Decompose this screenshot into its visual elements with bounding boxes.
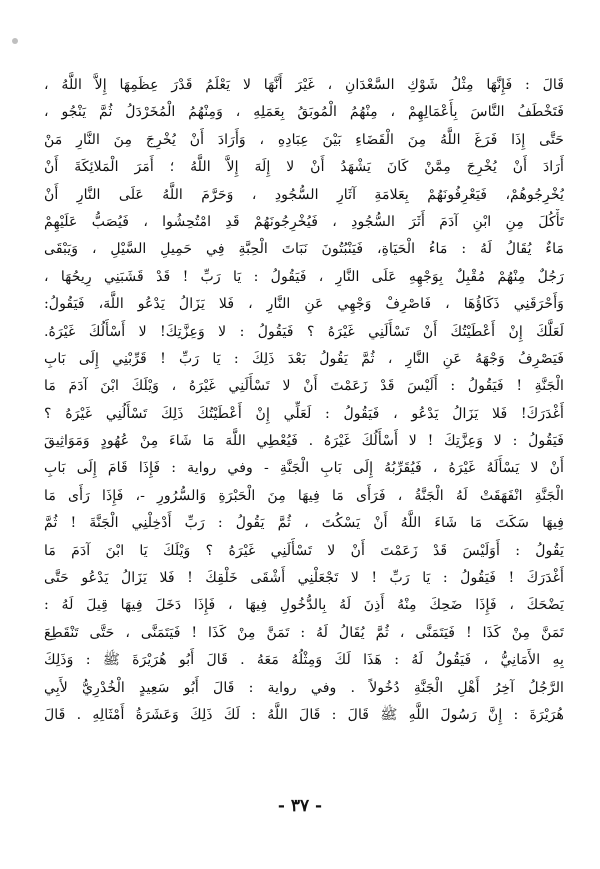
text-line: تَمَنَّ مِنْ كَذَا ! فَيَتَمَنَّى ، ثُمَّ يُقَالُ لَهُ : تَمَنَّ مِنْ كَذَا ! فَيَتَمَنَّى ، حَتَّى تَنْقَطِعَ: [44, 624, 564, 641]
text-line: أَغْدَرَكَ ! فَيَقُولُ : يَا رَبِّ ! لا تَجْعَلْنِي أَشْقَى خَلْقِكَ ! فَلا يَزَالُ يَدْعُو حَتَّى: [44, 570, 564, 587]
text-line: وَأَحْرَقَنِي ذَكَاؤُهَا ، فَاصْرِفْ وَجْهِي عَنِ النَّارِ ، فَلا يَزَالُ يَدْعُو اللَّهَ، فَيَقُولُ:: [44, 296, 564, 313]
text-line: يَقُولُ : أَوَلَيْسَ قَدْ زَعَمْتَ أَنْ لا تَسْأَلَنِي غَيْرَهُ ؟ وَيْلَكَ يَا ابْنَ آدَمَ مَا: [44, 542, 564, 559]
text-line: تَأْكُلَ مِنِ ابْنِ آدَمَ أَثَرَ السُّجُودِ ، فَيُخْرِجُونَهُمْ قَدِ امْتُحِشُوا ، فَيُصَبُّ عَلَيْهِمْ: [44, 213, 564, 230]
text-line: الْجَنَّةِ ! فَيَقُولُ : أَلَيْسَ قَدْ زَعَمْتَ أَنْ لا تَسْأَلَنِي غَيْرَهُ ، وَيْلَكَ ابْنَ آدَمَ مَا: [44, 378, 564, 395]
text-line: قَالَ : فَإِنَّهَا مِثْلُ شَوْكِ السَّعْدَانِ ، غَيْرَ أَنَّهَا لا يَعْلَمُ قَدْرَ عِظَمِهَا إِلاَّ اللَّهُ ،: [44, 77, 564, 93]
text-line: رَجُلٌ مِنْهُمْ مُقْبِلٌ بِوَجْهِهِ عَلَى النَّارِ ، فَيَقُولُ : يَا رَبِّ ! قَدْ قَشَبَنِي رِيحُهَا ،: [44, 268, 564, 285]
text-line: الرَّجُلُ آخِرُ أَهْلِ الْجَنَّةِ دُخُولاً . وفي رواية : قَالَ أَبُو سَعِيدٍ الْخُدْرِيُّ لأَبِي: [44, 679, 564, 696]
text-line: فَيَصْرِفُ وَجْهَهُ عَنِ النَّارِ ، ثُمَّ يَقُولُ بَعْدَ ذَلِكَ : يَا رَبِّ ! قَرِّبْنِي إِلَى بَابِ: [44, 350, 564, 367]
text-line: هُرَيْرَةَ : إِنَّ رَسُولَ اللَّهِ ﷺ قَالَ : قَالَ اللَّهُ : لَكَ ذَلِكَ وَعَشَرَةُ أَمْثَالِهِ . قَالَ: [44, 706, 564, 723]
text-line: لَعَلَّكَ إِنْ أَعْطَيْتُكَ أَنْ تَسْأَلَنِي غَيْرَهُ ؟ فَيَقُولُ : لا وَعِزَّتِكَ! لا أَسْأَلُكَ غَيْرَهُ.: [44, 323, 564, 340]
text-line: أَرَادَ أَنْ يُخْرِجَ مِمَّنْ كَانَ يَشْهَدُ أَنْ لا إِلَهَ إِلاَّ اللَّهُ ؛ أَمَرَ الْمَلائِكَةَ أَنْ: [44, 159, 564, 176]
text-line: أَغْدَرَكَ! فَلا يَزَالُ يَدْعُو ، فَيَقُولُ : لَعَلِّي إِنْ أَعْطَيْتُكَ ذَلِكَ تَسْأَلُنِي غَيْرَهُ ؟: [44, 405, 564, 422]
text-body: [44, 72, 564, 729]
scan-mark: [12, 38, 18, 44]
text-line: فَيَقُولُ : لا وَعِزَّتِكَ ! لا أَسْأَلُكَ غَيْرَهُ . فَيُعْطِي اللَّهَ مَا شَاءَ مِنْ عُهُودٍ وَمَوَاثِيقَ: [44, 433, 564, 450]
text-line: مَاءٌ يُقَالُ لَهُ : مَاءُ الْحَيَاةِ، فَيَنْبُتُونَ نَبَاتَ الْحِبَّةِ فِي حَمِيلِ السَّيْلِ ، وَيَبْقَى: [44, 241, 564, 258]
text-line: الْجَنَّةِ انْفَهَقَتْ لَهُ الْجَنَّةُ ، فَرَأَى مَا فِيهَا مِنَ الْحَبْرَةِ وَالسُّرُورِ -، فَإِذَا رَأَى مَا: [44, 487, 564, 504]
text-line: فَتَخْطَفُ النَّاسَ بِأَعْمَالِهِمْ ، مِنْهُمُ الْمُوبَقُ بِعَمَلِهِ ، وَمِنْهُمُ الْمُخَرْدَلُ ثُمَّ يَنْجُو ،: [44, 104, 564, 121]
text-line: حَتَّى إِذَا فَرَغَ اللَّهُ مِنَ الْقَضَاءِ بَيْنَ عِبَادِهِ ، وَأَرَادَ أَنْ يُخْرِجَ مِنَ النَّارِ مَنْ: [44, 131, 564, 148]
page-number: - ٣٧ -: [277, 796, 323, 816]
text-line: يُخْرِجُوهُمْ، فَيَعْرِفُونَهُمْ بِعَلامَةِ آثَارِ السُّجُودِ ، وَحَرَّمَ اللَّهُ عَلَى النَّارِ أَنْ: [44, 186, 564, 203]
text-line: أَنْ لا يَسْأَلَهُ غَيْرَهُ ، فَيُقَرِّبُهُ إِلَى بَابِ الْجَنَّةِ - وفي رواية : فَإِذَا قَامَ إِلَى بَابِ: [44, 460, 564, 477]
text-line: يَضْحَكَ ، فَإِذَا ضَحِكَ مِنْهُ أَذِنَ لَهُ بِالدُّخُولِ فِيهَا ، فَإِذَا دَخَلَ فِيهَا قِيلَ لَهُ :: [44, 597, 564, 614]
text-line: بِهِ الأَمَانِيُّ ، فَيَقُولُ لَهُ : هَذَا لَكَ وَمِثْلُهُ مَعَهُ . قَالَ أَبُو هُرَيْرَةَ ﷺ : وَذَلِكَ: [44, 652, 564, 669]
text-line: فِيهَا سَكَتَ مَا شَاءَ اللَّهُ أَنْ يَسْكُتَ ، ثُمَّ يَقُولُ : رَبِّ أَدْخِلْنِي الْجَنَّةَ ! ثُمَّ: [44, 515, 564, 532]
